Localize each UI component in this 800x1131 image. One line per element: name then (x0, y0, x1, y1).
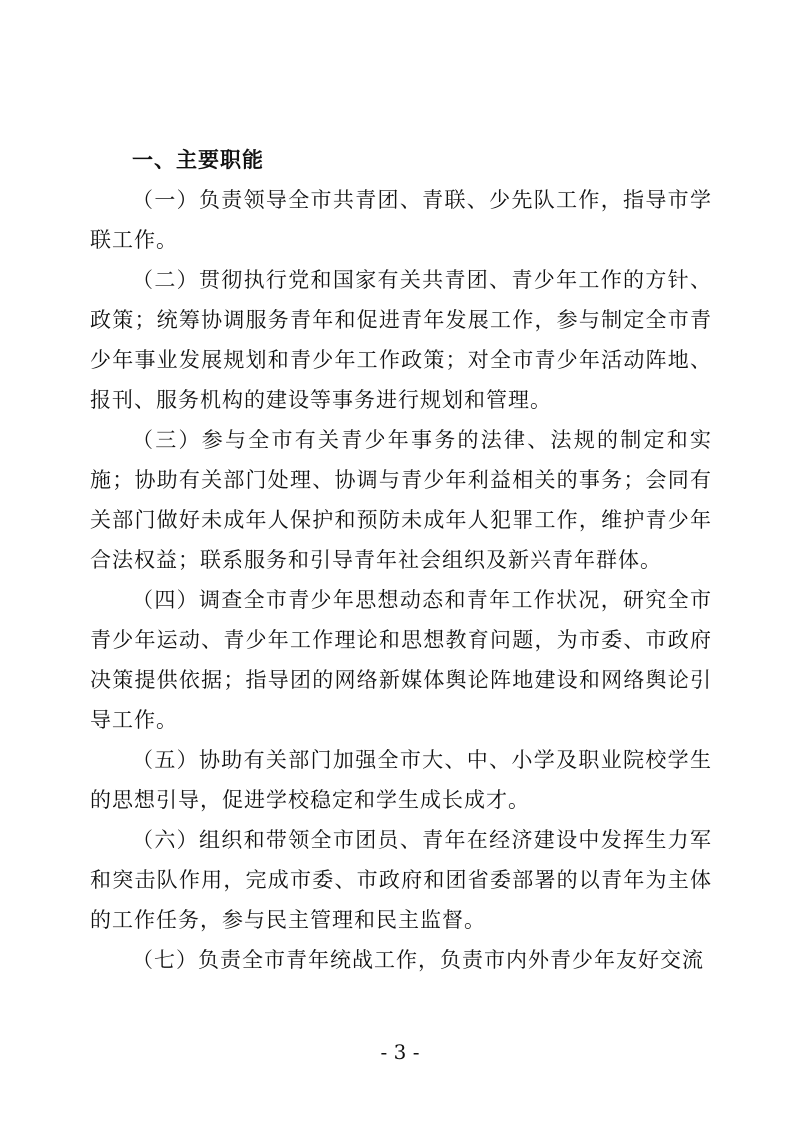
paragraph-2: （二）贯彻执行党和国家有关共青团、青少年工作的方针、政策；统筹协调服务青年和促进青年发展工作，参与制定全市青少年事业发展规划和青少年工作政策；对全市青少年活动阵地、报刊、服务机构的建设等事务进行规划和管理。 (90, 268, 712, 412)
page-number: - 3 - (380, 1040, 420, 1064)
section-heading: 一、主要职能 (132, 148, 264, 172)
document-body (90, 140, 712, 980)
paragraph-6: （六）组织和带领全市团员、青年在经济建设中发挥生力军和突击队作用，完成市委、市政府和团省委部署的以青年为主体的工作任务，参与民主管理和民主监督。 (90, 828, 712, 932)
paragraph-5: （五）协助有关部门加强全市大、中、小学及职业院校学生的思想引导，促进学校稳定和学生成长成才。 (90, 748, 712, 812)
paragraph-7: （七）负责全市青年统战工作，负责市内外青少年友好交流 (132, 948, 704, 972)
paragraph-3: （三）参与全市有关青少年事务的法律、法规的制定和实施；协助有关部门处理、协调与青少年利益相关的事务；会同有关部门做好未成年人保护和预防未成年人犯罪工作，维护青少年合法权益；联系服务和引导青年社会组织及新兴青年群体。 (90, 428, 712, 572)
paragraph-4: （四）调查全市青少年思想动态和青年工作状况，研究全市青少年运动、青少年工作理论和思想教育问题，为市委、市政府决策提供依据；指导团的网络新媒体舆论阵地建设和网络舆论引导工作。 (90, 588, 712, 732)
paragraph-1: （一）负责领导全市共青团、青联、少先队工作，指导市学联工作。 (90, 188, 712, 252)
